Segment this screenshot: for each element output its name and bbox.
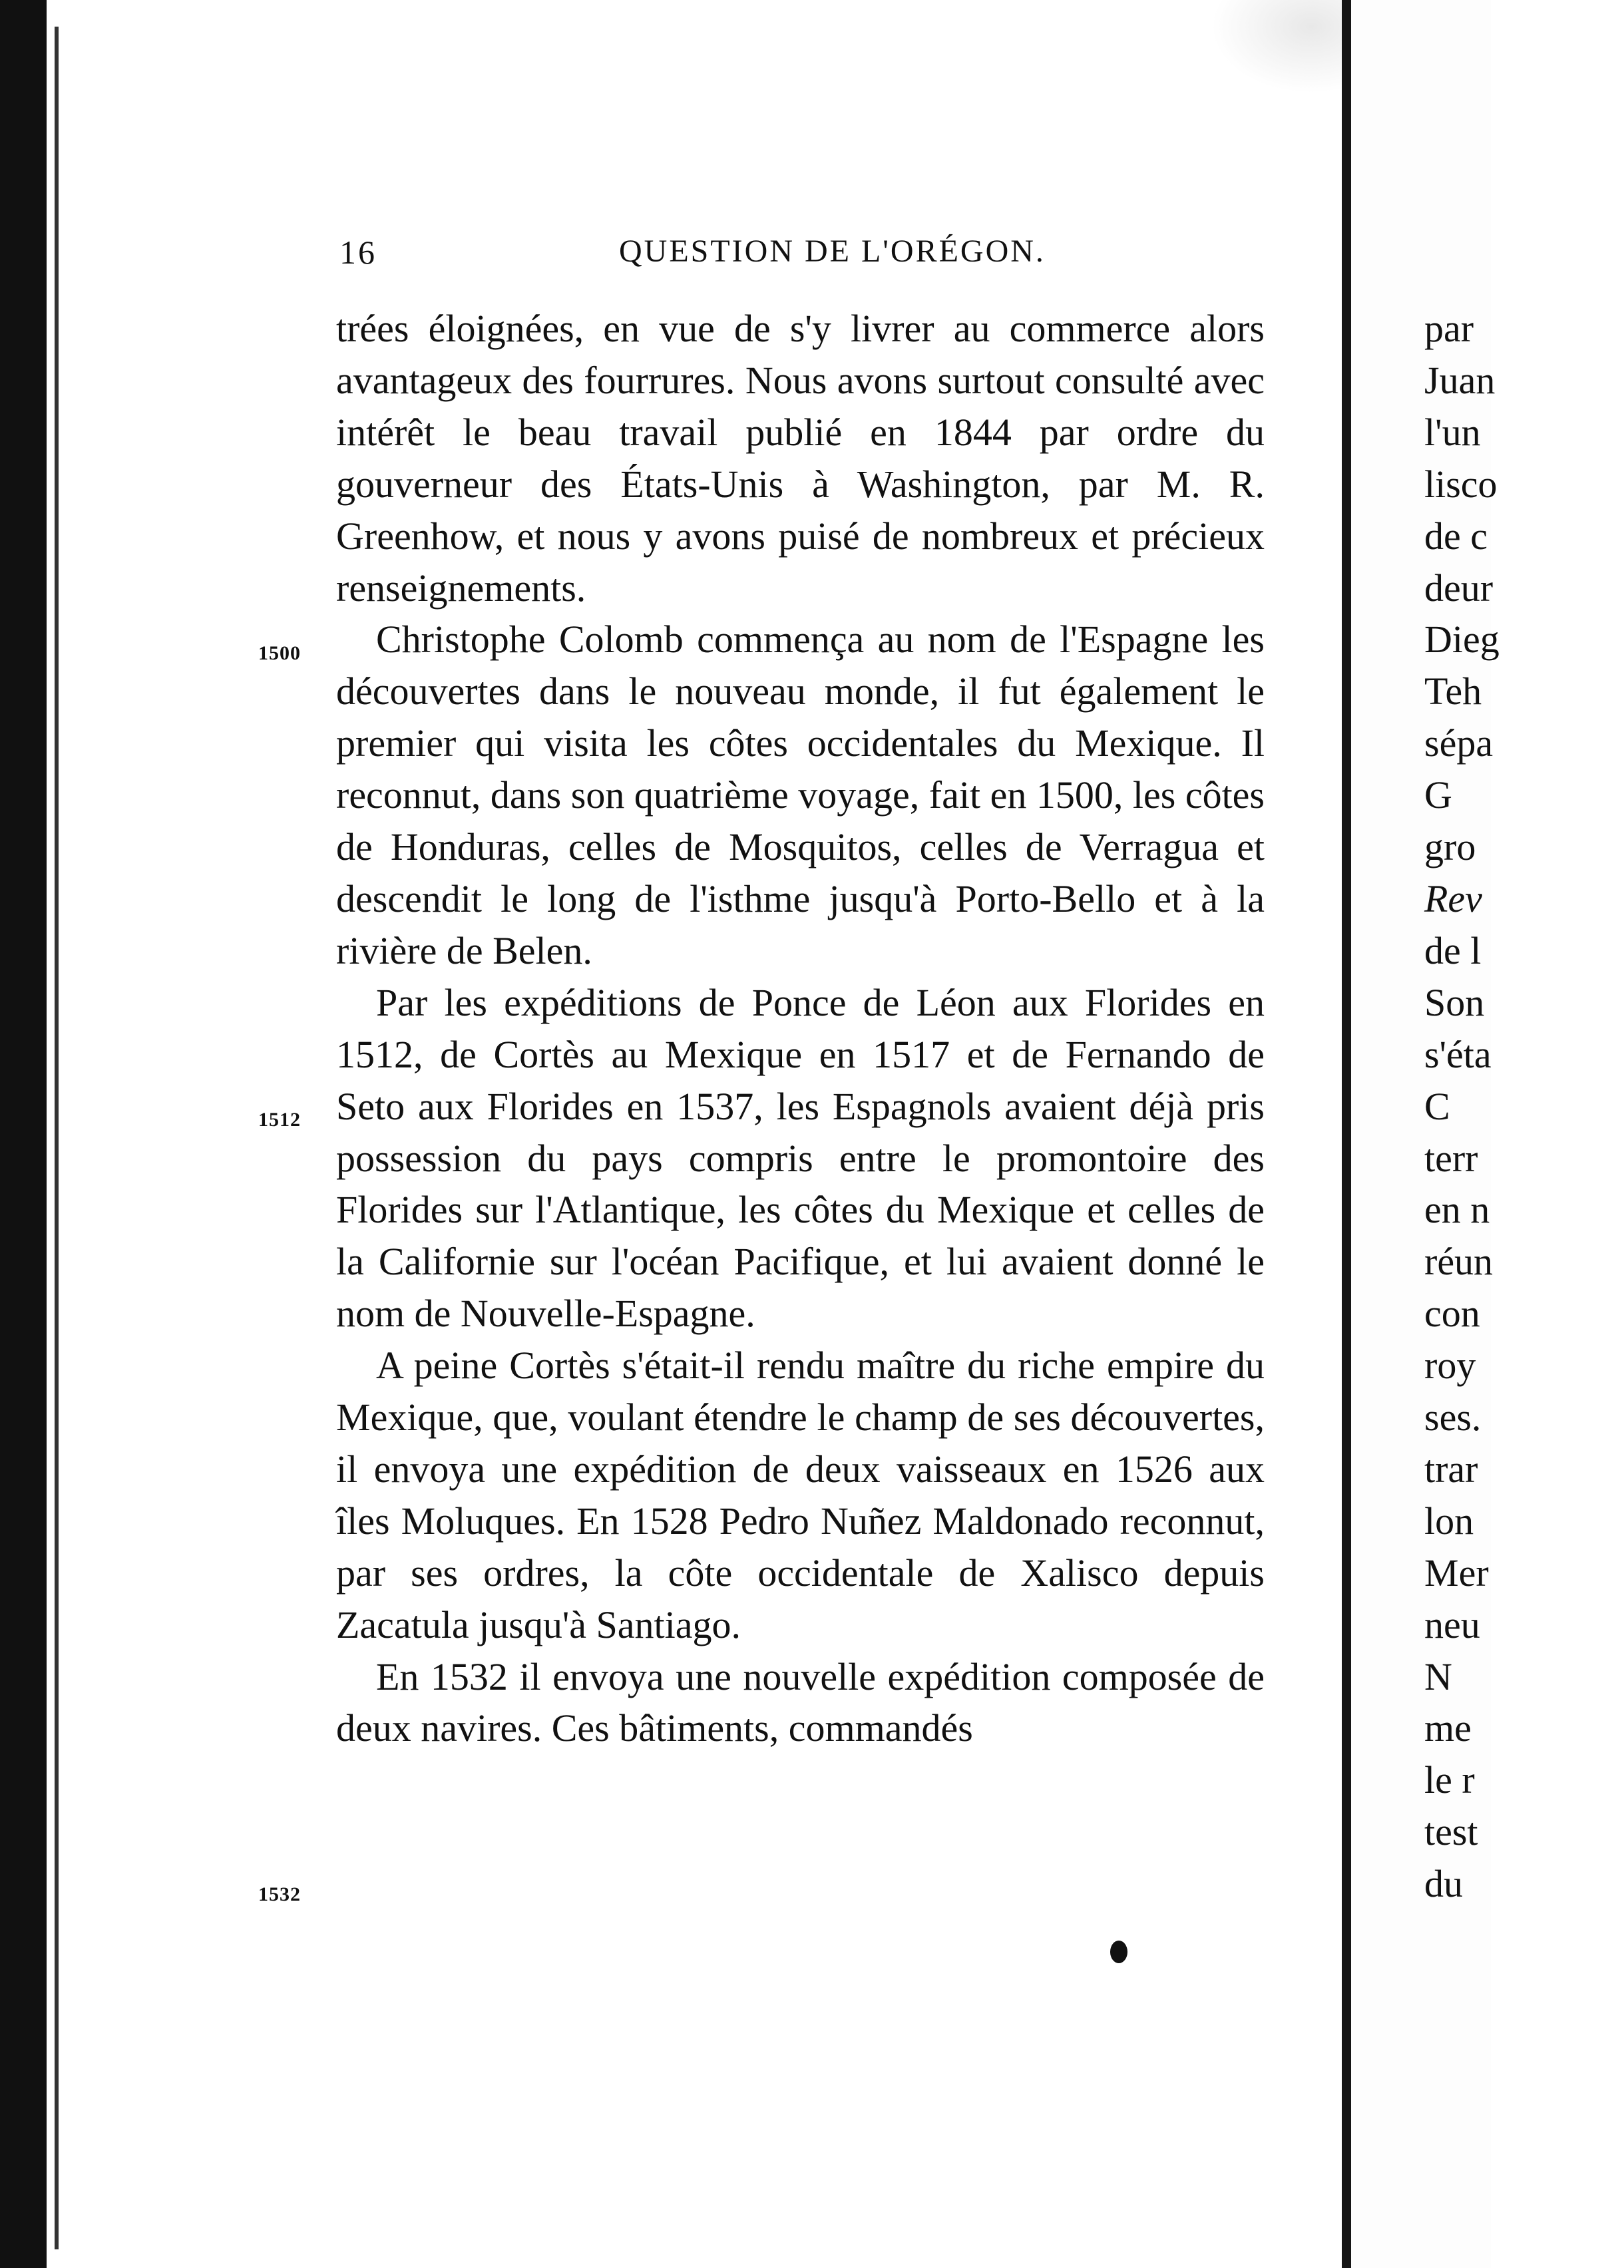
facing-page-line: ses.: [1424, 1396, 1482, 1439]
facing-page-line: l'un: [1424, 410, 1481, 454]
facing-page-line: Mer: [1424, 1551, 1489, 1595]
ink-blot: [1110, 1941, 1127, 1963]
margin-year-1532: 1532: [258, 1883, 301, 1905]
margin-year-1512: 1512: [258, 1109, 301, 1131]
page-left-border: [55, 27, 59, 2249]
facing-page-line: en n: [1424, 1188, 1490, 1232]
facing-page-line: Rev: [1424, 876, 1482, 920]
paragraph-2: Christophe Colomb commença au nom de l'Espagne les découvertes dans le nouveau monde, il fut également le premier qui visita les côtes occidentales du Mexique. Il reconnut, dans son quatrième voyage, fait en 1500, les côtes de Honduras, celles de Mosquitos, celles de Verragua et descendit le long de l'isthme jusqu'à Porto-Bello et à la rivière de Belen.: [336, 618, 1265, 972]
paragraph-5: En 1532 il envoya une nouvelle expédition composée de deux navires. Ces bâtiments, commandés: [336, 1654, 1265, 1750]
facing-page-line: le r: [1424, 1758, 1475, 1802]
facing-page-line: sépa: [1424, 721, 1494, 765]
facing-page-line: me: [1424, 1706, 1472, 1750]
facing-page-line: Teh: [1424, 669, 1482, 713]
page-header: [339, 233, 1271, 280]
facing-page-line: lisco: [1424, 462, 1498, 506]
facing-page-line: trar: [1424, 1447, 1478, 1491]
facing-page-line: C: [1424, 1084, 1450, 1128]
facing-page-line: neu: [1424, 1603, 1480, 1646]
facing-page-line: con: [1424, 1292, 1480, 1336]
paragraph-3: Par les expéditions de Ponce de Léon aux Florides en 1512, de Cortès au Mexique en 1517 et de Fernando de Seto aux Florides en 1537, les Espagnols avaient déjà pris possession du pays compris entre le promontoire des Florides sur l'Atlantique, les côtes du Mexique et celles de la Californie sur l'océan Pacifique, et lui avaient donné le nom de Nouvelle-Espagne.: [336, 980, 1265, 1336]
paragraph-4: A peine Cortès s'était-il rendu maître du riche empire du Mexique, que, voulant étendre le champ de ses découvertes, il envoya une expédition de deux vaisseaux en 1526 aux îles Moluques. En 1528 Pedro Nuñez Maldonado reconnut, par ses ordres, la côte occidentale de Xalisco depuis Zacatula jusqu'à Santiago.: [336, 1344, 1265, 1646]
facing-page-line: N: [1424, 1654, 1452, 1698]
facing-page-line: réun: [1424, 1240, 1494, 1284]
margin-year-1500: 1500: [258, 642, 301, 664]
facing-page-line: deur: [1424, 566, 1494, 610]
facing-page-line: de c: [1424, 514, 1488, 558]
gutter-shadow: [1342, 0, 1351, 2268]
running-title: QUESTION DE L'ORÉGON.: [619, 234, 1046, 269]
facing-page-line: du: [1424, 1862, 1463, 1906]
paragraph-1: trées éloignées, en vue de s'y livrer au commerce alors avantageux des fourrures. Nous avons surtout consulté avec intérêt le beau travail publié en 1844 par ordre du gouverneur des États-Unis à Washington, par M. R. Greenhow, et nous y avons puisé de nombreux et précieux renseignements.: [336, 307, 1265, 610]
facing-page-line: s'éta: [1424, 1032, 1492, 1076]
facing-page-line: Son: [1424, 980, 1485, 1024]
facing-page-text: [1424, 303, 1624, 1910]
facing-page-line: test: [1424, 1810, 1478, 1854]
facing-page-line: de l: [1424, 928, 1482, 972]
page-number: 16: [339, 234, 377, 271]
facing-page-line: lon: [1424, 1499, 1474, 1543]
facing-page-line: par: [1424, 307, 1474, 350]
facing-page-line: G: [1424, 773, 1452, 817]
facing-page-line: roy: [1424, 1344, 1476, 1388]
facing-page-line: Dieg: [1424, 618, 1500, 662]
facing-page-line: terr: [1424, 1136, 1478, 1180]
main-text-block: [336, 303, 1265, 1754]
facing-page-line: Juan: [1424, 358, 1496, 402]
scan-left-edge: [0, 0, 47, 2268]
facing-page-line: gro: [1424, 825, 1476, 869]
